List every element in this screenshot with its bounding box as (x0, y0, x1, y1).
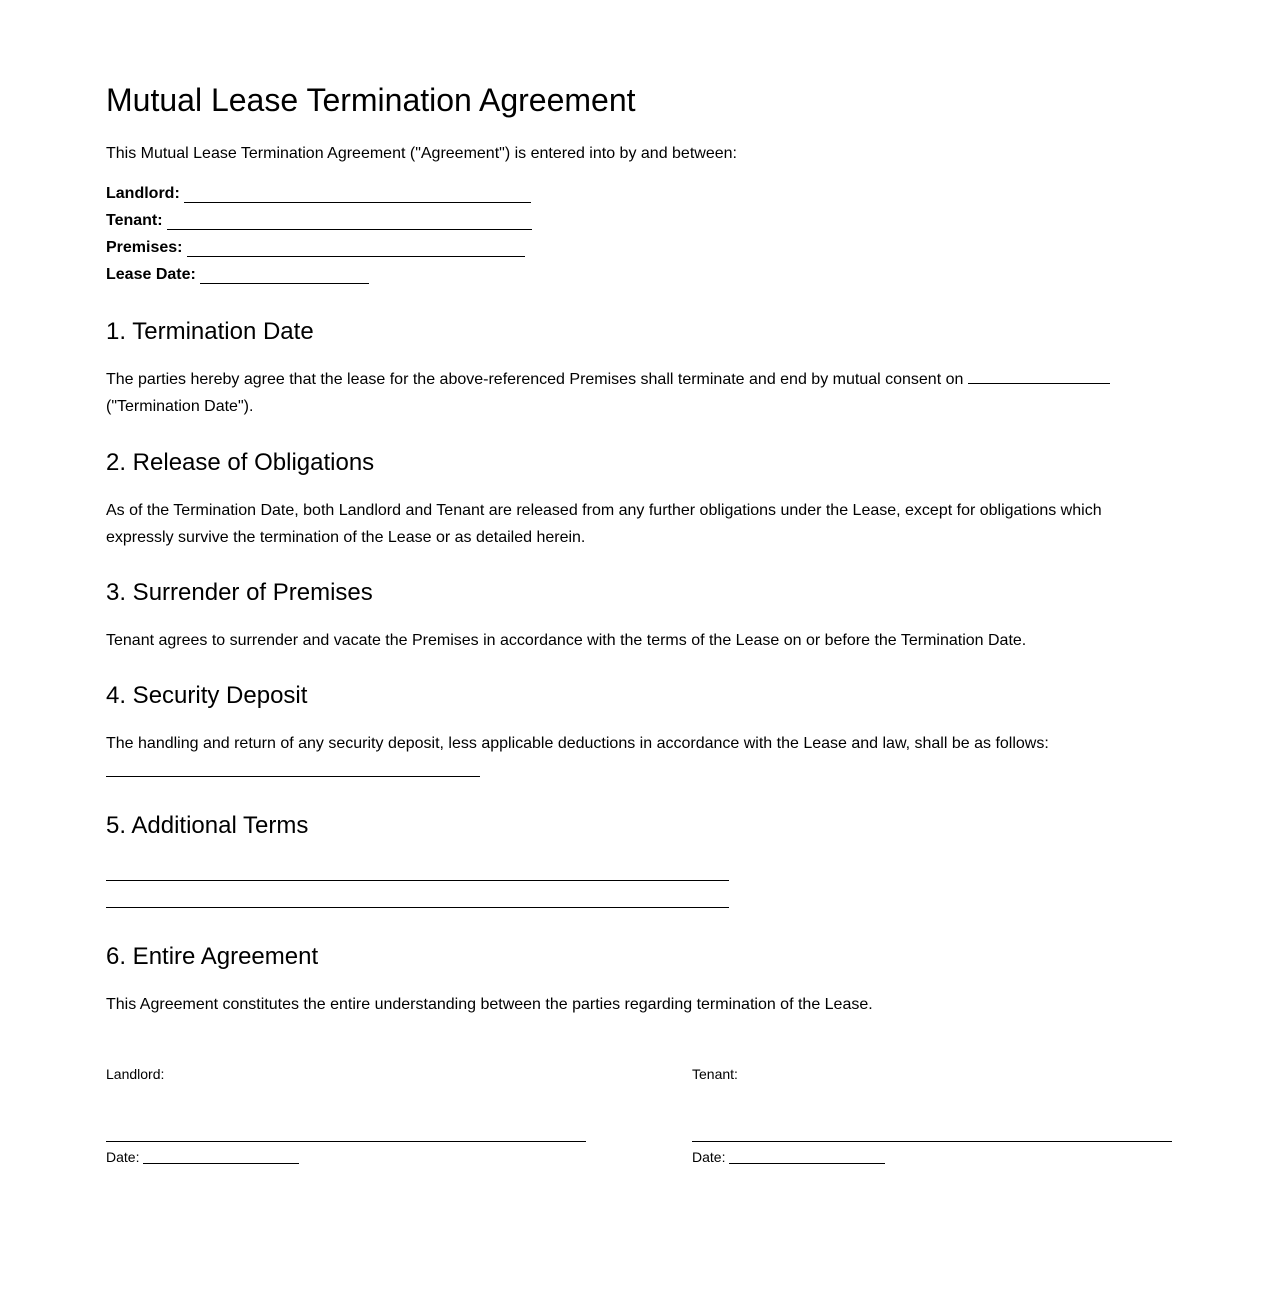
section-6-heading: 6. Entire Agreement (106, 943, 319, 970)
section-2-heading: 2. Release of Obligations (106, 449, 375, 476)
lease-date-label: Lease Date: (106, 266, 196, 283)
tenant-date (692, 1149, 885, 1165)
section-4-text: The handling and return of any security deposit, less applicable deductions in accordance with the Lease and law, shall be as follows: (106, 735, 1049, 752)
tenant-label: Tenant: (106, 212, 163, 229)
landlord-signature-line[interactable] (106, 1141, 586, 1142)
section-2-text: As of the Termination Date, both Landlord and Tenant are released from any further obligations under the Lease, except for obligations which expressly survive the termination of the Lease or as detailed herein. (106, 502, 1102, 546)
section-3-heading: 3. Surrender of Premises (106, 579, 373, 606)
lease-date-field (106, 266, 369, 286)
lease-date-blank[interactable] (200, 266, 369, 284)
tenant-date-blank[interactable] (729, 1149, 885, 1164)
premises-field (106, 239, 525, 259)
landlord-label: Landlord: (106, 185, 180, 202)
security-deposit-blank[interactable] (106, 776, 480, 777)
landlord-date (106, 1149, 299, 1165)
landlord-date-label: Date: (106, 1149, 140, 1165)
section-3-text: Tenant agrees to surrender and vacate the Premises in accordance with the terms of the Lease on or before the Termination Date. (106, 632, 1027, 649)
landlord-blank[interactable] (184, 185, 531, 203)
tenant-signature-label: Tenant: (692, 1066, 738, 1082)
section-5-heading: 5. Additional Terms (106, 812, 309, 839)
landlord-field (106, 185, 531, 205)
intro-text: This Mutual Lease Termination Agreement ("Agreement") is entered into by and between: (106, 145, 737, 162)
additional-terms-line-1[interactable] (106, 880, 729, 881)
section-6-text: This Agreement constitutes the entire understanding between the parties regarding termination of the Lease. (106, 996, 873, 1013)
landlord-date-blank[interactable] (143, 1149, 299, 1164)
premises-blank[interactable] (187, 239, 525, 257)
section-1-text-before: The parties hereby agree that the lease for the above-referenced Premises shall terminate and end by mutual consent on (106, 371, 964, 388)
section-1-heading: 1. Termination Date (106, 318, 314, 345)
premises-label: Premises: (106, 239, 183, 256)
tenant-field (106, 212, 532, 232)
landlord-signature-label: Landlord: (106, 1066, 165, 1082)
section-4-heading: 4. Security Deposit (106, 682, 308, 709)
document-title: Mutual Lease Termination Agreement (106, 82, 636, 118)
tenant-blank[interactable] (167, 212, 532, 230)
tenant-date-label: Date: (692, 1149, 726, 1165)
section-1-text-after: ("Termination Date"). (106, 398, 254, 415)
termination-date-blank[interactable] (968, 367, 1110, 384)
additional-terms-line-2[interactable] (106, 907, 729, 908)
section-1-text (106, 366, 1116, 420)
tenant-signature-line[interactable] (692, 1141, 1172, 1142)
